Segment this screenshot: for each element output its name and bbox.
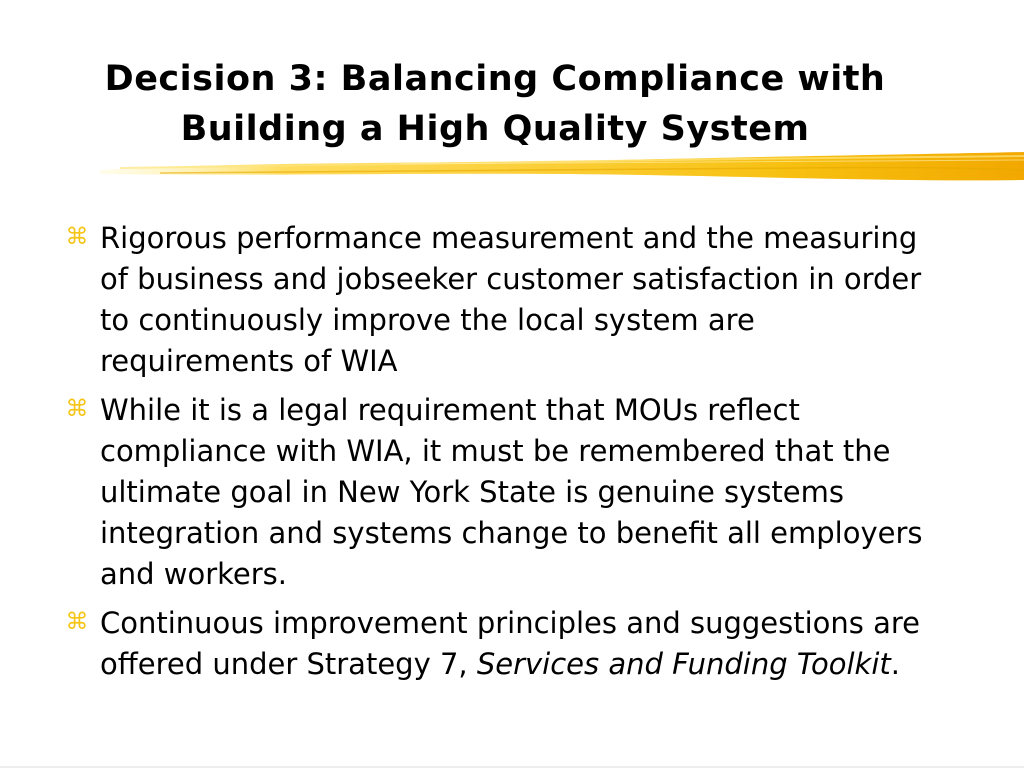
bullet-line: of business and jobseeker customer satisfaction in order: [100, 262, 922, 296]
bullet-item: [62, 390, 962, 595]
bullet-line: to continuously improve the local system are: [100, 303, 755, 337]
bullet-text: [100, 603, 962, 685]
bullet-list: [62, 218, 962, 693]
command-key-icon: ⌘: [65, 396, 89, 422]
bullet-line: [100, 644, 962, 685]
bullet-line: Continuous improvement principles and suggestions are: [100, 606, 921, 640]
bullet-item: [62, 218, 962, 382]
bullet-text: [100, 390, 962, 595]
slide-title-line-1: Decision 3: Balancing Compliance with: [104, 59, 886, 99]
bullet-text-fragment: .: [890, 647, 900, 681]
bullet-line: Rigorous performance measurement and the measuring: [100, 221, 918, 255]
bullet-text: [100, 218, 962, 382]
toolkit-title: Services and Funding Toolkit: [476, 647, 891, 681]
command-key-icon: ⌘: [65, 609, 89, 635]
bullet-line: While it is a legal requirement that MOUs reflect: [100, 393, 800, 427]
bullet-line: ultimate goal in New York State is genuine systems: [100, 475, 845, 509]
bullet-item: [62, 603, 962, 685]
bullet-line: integration and systems change to benefit all employers: [100, 516, 923, 550]
command-key-icon: ⌘: [65, 224, 89, 250]
slide-title: [30, 54, 960, 154]
bullet-line: and workers.: [100, 557, 288, 591]
yellow-brush-stroke: [100, 146, 1024, 186]
bullet-text-fragment: offered under Strategy 7,: [100, 647, 477, 681]
bullet-line: compliance with WIA, it must be remembered that the: [100, 434, 891, 468]
slide-title-line-2: Building a High Quality System: [180, 109, 810, 149]
bullet-line: requirements of WIA: [100, 344, 398, 378]
